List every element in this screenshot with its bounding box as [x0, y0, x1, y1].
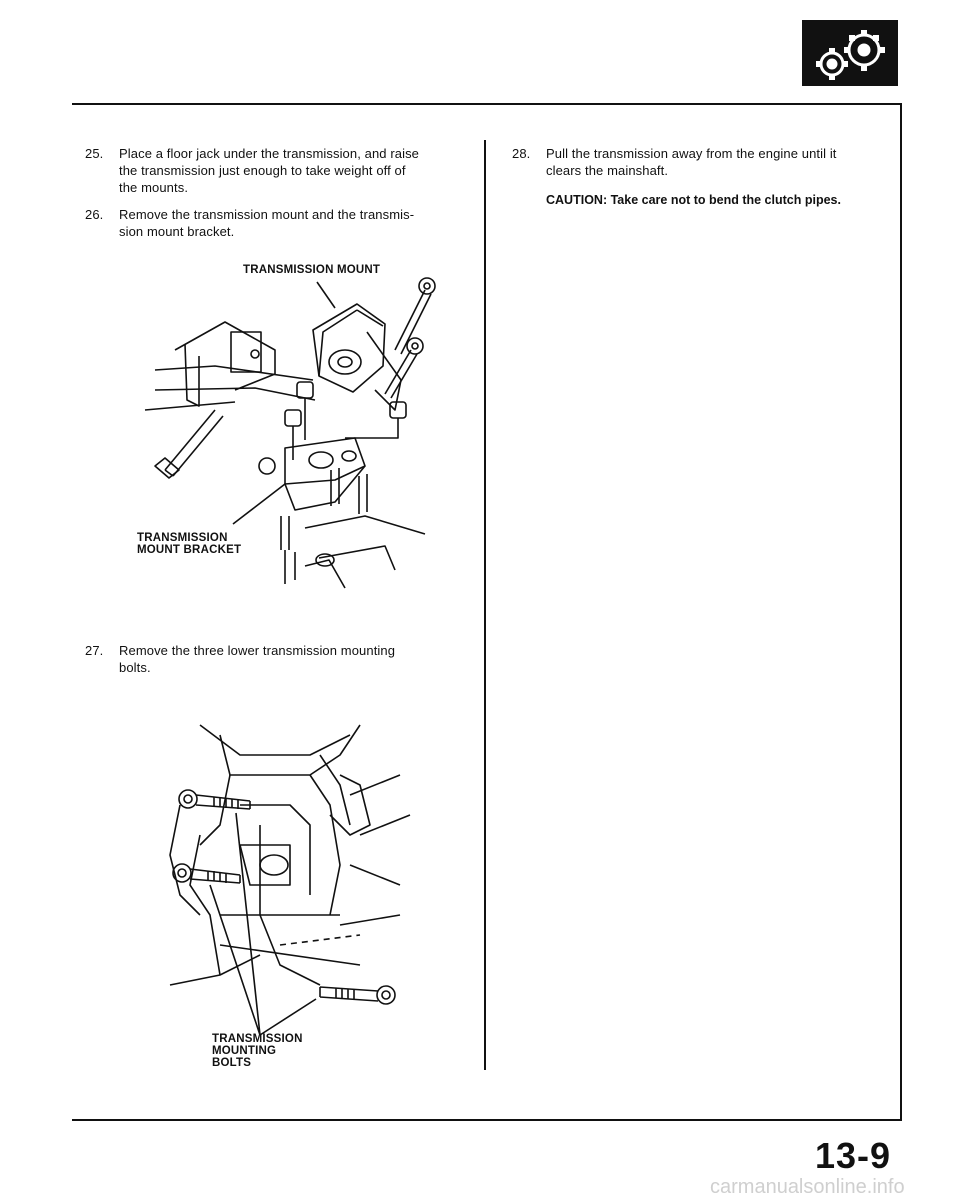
- step-text: Place a floor jack under the transmission, and raise the transmission just enough to take weight off of the mounts.: [119, 146, 420, 195]
- step-number: 25.: [85, 146, 104, 161]
- step-27: [85, 642, 465, 678]
- caution-text: Take care not to bend the clutch pipes.: [610, 193, 841, 207]
- footer-watermark: carmanualsonline.info: [710, 1176, 905, 1198]
- step-number: 26.: [85, 207, 104, 222]
- step-28: [512, 145, 897, 181]
- section-icon: [802, 20, 898, 86]
- label-transmission-mounting-bolts: TRANSMISSION MOUNTING BOLTS: [212, 1033, 303, 1069]
- caution-note: [546, 193, 896, 207]
- top-rule: [72, 103, 902, 105]
- step-text: Pull the transmission away from the engine until it clears the mainshaft.: [546, 146, 837, 178]
- step-text: Remove the three lower transmission mounting bolts.: [119, 643, 396, 675]
- column-divider: [484, 140, 486, 1070]
- transmission-gears-icon: [802, 20, 898, 86]
- label-transmission-mount: TRANSMISSION MOUNT: [243, 264, 381, 276]
- step-26: [85, 206, 465, 242]
- figure-transmission-mounting-bolts: [160, 715, 420, 1035]
- bottom-rule: [72, 1119, 902, 1121]
- step-number: 27.: [85, 643, 104, 658]
- step-number: 28.: [512, 146, 531, 161]
- label-transmission-mount-bracket: TRANSMISSION MOUNT BRACKET: [137, 532, 242, 556]
- page-number: 13-9: [815, 1135, 892, 1176]
- caution-label: CAUTION:: [546, 193, 608, 207]
- step-text: Remove the transmission mount and the transmis- sion mount bracket.: [119, 207, 415, 239]
- step-25: [85, 145, 465, 197]
- frame-right-border: [900, 103, 902, 1120]
